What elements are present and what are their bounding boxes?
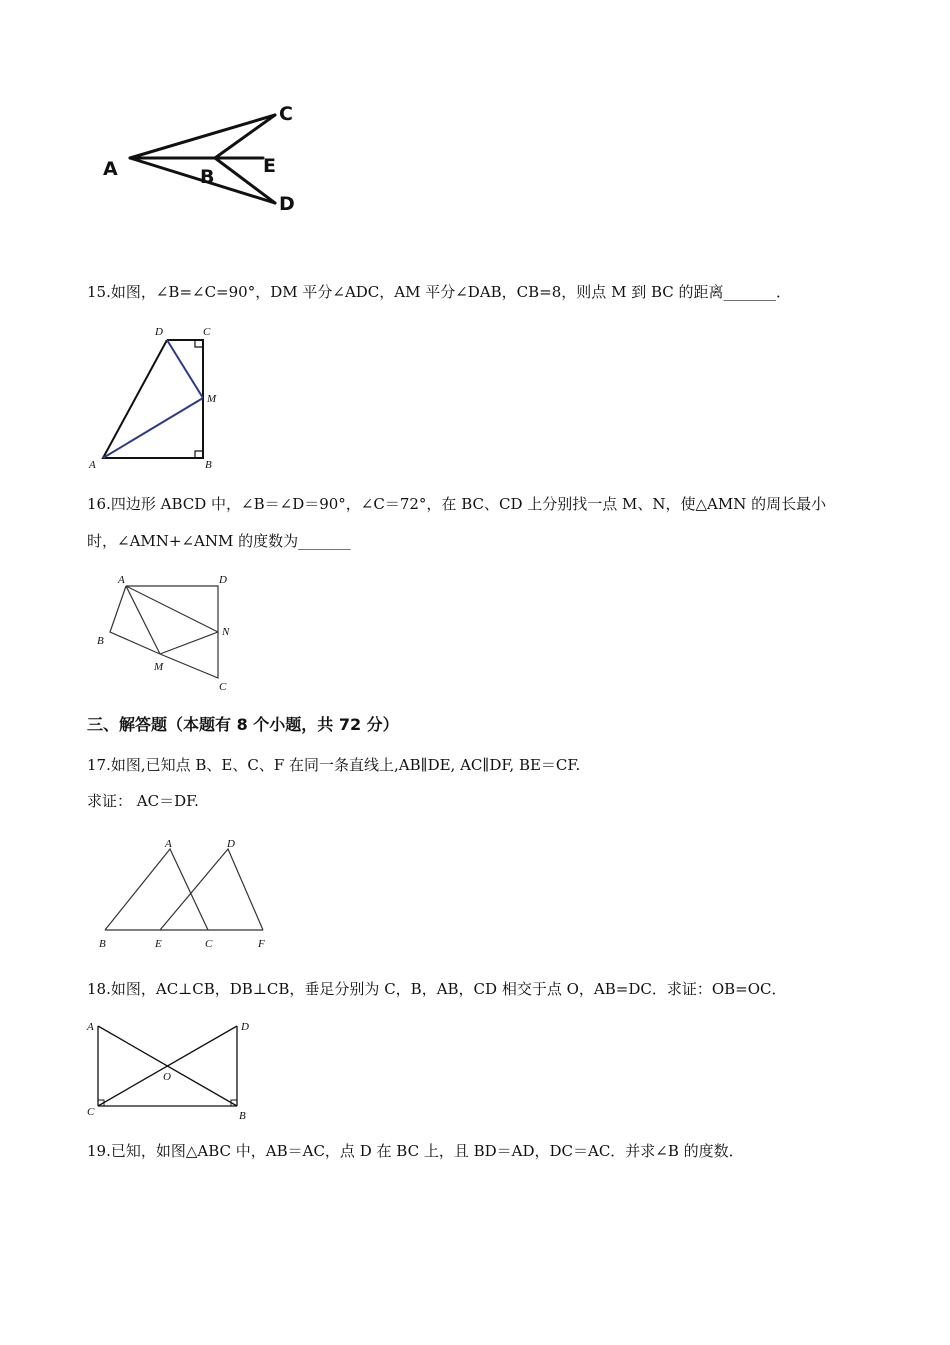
label-O: O xyxy=(163,1071,171,1083)
label-D: D xyxy=(227,838,235,850)
figure-q16 xyxy=(92,572,242,697)
figure-q17 xyxy=(95,835,280,955)
question-16-line-2: 时，∠AMN+∠ANM 的度数为_______ xyxy=(87,532,351,550)
label-D: D xyxy=(241,1021,249,1033)
segment-AM xyxy=(103,398,203,458)
question-17-line-2: 求证： AC＝DF. xyxy=(87,792,199,810)
label-D: D xyxy=(279,193,295,215)
label-A: A xyxy=(103,158,118,180)
question-17-line-1: 17.如图,已知点 B、E、C、F 在同一条直线上,AB∥DE, AC∥DF, BE＝CF. xyxy=(87,756,581,774)
question-15: 15.如图，∠B=∠C=90°，DM 平分∠ADC，AM 平分∠DAB，CB=8，则点 M 到 BC 的距离_______． xyxy=(87,283,792,301)
question-19: 19.已知，如图△ABC 中，AB＝AC，点 D 在 BC 上，且 BD＝AD，DC＝AC．并求∠B 的度数． xyxy=(87,1142,744,1160)
label-C: C xyxy=(203,326,211,338)
question-16-line-1: 16.四边形 ABCD 中，∠B＝∠D＝90°，∠C＝72°，在 BC、CD 上分别找一点 M、N，使△AMN 的周长最小 xyxy=(87,495,827,513)
label-B: B xyxy=(99,938,106,950)
label-E: E xyxy=(155,938,162,950)
label-M: M xyxy=(154,661,164,673)
triangle-ABC xyxy=(105,849,208,930)
label-M: M xyxy=(207,393,217,405)
label-A: A xyxy=(87,1021,94,1033)
right-angle-C xyxy=(195,340,203,347)
label-C: C xyxy=(87,1106,95,1118)
question-18: 18.如图，AC⊥CB，DB⊥CB，垂足分别为 C，B，AB，CD 相交于点 O，AB=DC．求证：OB=OC． xyxy=(87,980,787,998)
figure-q18 xyxy=(85,1018,255,1126)
label-F: F xyxy=(258,938,265,950)
label-E: E xyxy=(263,155,276,177)
label-C: C xyxy=(205,938,213,950)
figure-q14 xyxy=(95,95,310,220)
section-heading: 三、解答题（本题有 8 个小题，共 72 分） xyxy=(87,715,399,734)
quadrilateral-ABCD xyxy=(103,340,203,458)
segment-AN xyxy=(126,586,218,632)
label-B: B xyxy=(239,1110,246,1122)
label-D: D xyxy=(219,574,227,586)
label-B: B xyxy=(97,635,104,647)
segment-DM xyxy=(167,340,203,398)
figure-q15 xyxy=(85,320,235,475)
right-angle-B xyxy=(195,451,203,458)
label-A: A xyxy=(118,574,125,586)
label-A: A xyxy=(165,838,172,850)
label-A: A xyxy=(89,459,96,471)
segment-AC xyxy=(130,115,275,158)
label-D: D xyxy=(155,326,163,338)
segment-BC xyxy=(215,115,275,158)
label-C: C xyxy=(279,103,293,125)
label-C: C xyxy=(219,681,227,693)
segment-AM xyxy=(126,586,160,654)
label-N: N xyxy=(222,626,230,638)
quadrilateral-ABCD xyxy=(110,586,218,678)
label-B: B xyxy=(200,166,215,188)
segment-MN xyxy=(160,632,218,654)
label-B: B xyxy=(205,459,212,471)
